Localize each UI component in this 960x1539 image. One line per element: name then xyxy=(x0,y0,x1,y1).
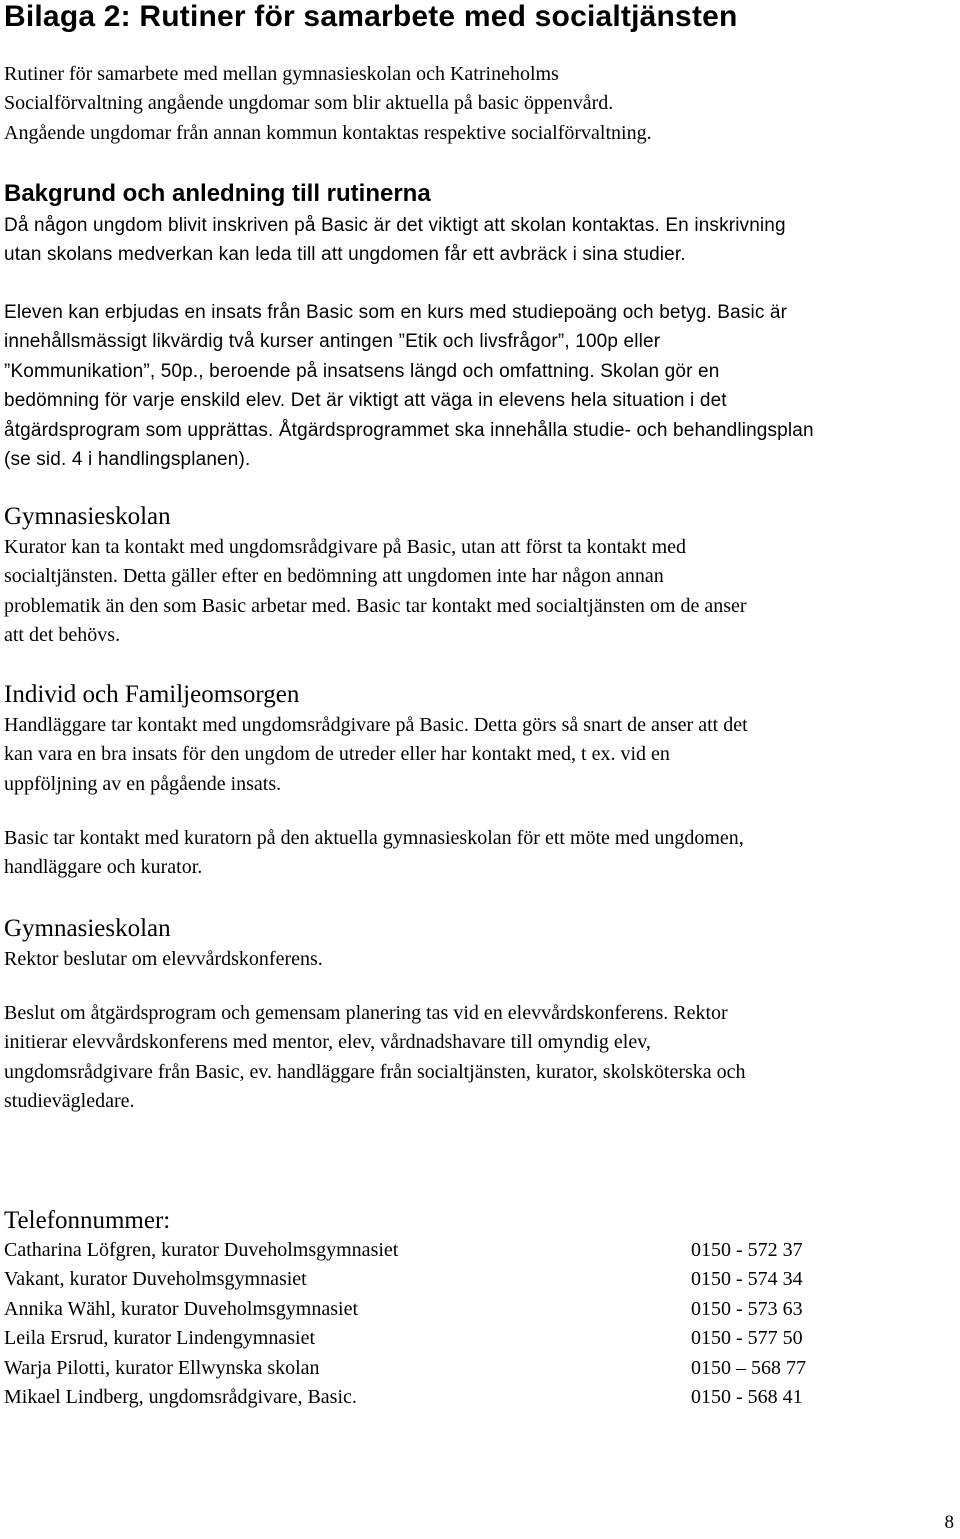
ifo-paragraph xyxy=(4,711,956,799)
contact-name: Warja Pilotti, kurator Ellwynska skolan xyxy=(4,1356,320,1379)
background-line: innehållsmässigt likvärdig två kurser antingen ”Etik och livsfrågor”, 100p eller xyxy=(4,331,661,353)
gymnasieskolan-paragraph-2 xyxy=(4,945,956,974)
gymnasieskolan-heading-2: Gymnasieskolan xyxy=(4,915,171,942)
intro-line: Rutiner för samarbete med mellan gymnasieskolan och Katrineholms xyxy=(4,63,559,85)
gymnasieskolan-line: att det behövs. xyxy=(4,624,121,647)
phone-number: 0150 - 573 63 xyxy=(691,1297,803,1320)
gymnasieskolan-heading: Gymnasieskolan xyxy=(4,503,171,530)
phone-number: 0150 - 572 37 xyxy=(691,1239,803,1261)
background-line: åtgärdsprogram som upprättas. Åtgärdsprogrammet ska innehålla studie- och behandlingsplan xyxy=(4,419,814,441)
background-line: (se sid. 4 i handlingsplanen). xyxy=(4,449,251,471)
phone-row xyxy=(4,1324,904,1353)
contact-name: Vakant, kurator Duveholmsgymnasiet xyxy=(4,1268,307,1291)
background-line: ”Kommunikation”, 50p., beroende på insatsens längd och omfattning. Skolan gör en xyxy=(4,360,720,382)
background-paragraph-2 xyxy=(4,298,956,474)
phone-row xyxy=(4,1383,904,1412)
phone-list xyxy=(4,1236,904,1412)
ifo-line: Handläggare tar kontakt med ungdomsrådgivare på Basic. Detta görs så snart de anser att det xyxy=(4,714,748,736)
phone-row xyxy=(4,1265,904,1294)
gymnasieskolan-line: Beslut om åtgärdsprogram och gemensam planering tas vid en elevvårdskonferens. Rektor xyxy=(4,1002,728,1024)
page-number: 8 xyxy=(944,1512,954,1533)
ifo-line: uppföljning av en pågående insats. xyxy=(4,772,282,795)
phone-row xyxy=(4,1236,904,1265)
gymnasieskolan-paragraph-3 xyxy=(4,999,956,1117)
gymnasieskolan-line: Kurator kan ta kontakt med ungdomsrådgivare på Basic, utan att först ta kontakt med xyxy=(4,536,687,558)
contact-name: Catharina Löfgren, kurator Duveholmsgymnasiet xyxy=(4,1239,399,1261)
phone-row xyxy=(4,1295,904,1324)
intro-line: Socialförvaltning angående ungdomar som blir aktuella på basic öppenvård. xyxy=(4,92,614,115)
phone-number: 0150 - 568 41 xyxy=(691,1385,803,1408)
gymnasieskolan-line: problematik än den som Basic arbetar med. Basic tar kontakt med socialtjänsten om de anser xyxy=(4,594,747,617)
intro-line: Angående ungdomar från annan kommun kontaktas respektive socialförvaltning. xyxy=(4,121,652,144)
background-heading: Bakgrund och anledning till rutinerna xyxy=(4,180,431,207)
ifo-line: handläggare och kurator. xyxy=(4,856,203,879)
intro-paragraph xyxy=(4,60,956,148)
ifo-line: kan vara en bra insats för den ungdom de utreder eller har kontakt med, t ex. vid en xyxy=(4,743,670,766)
ifo-heading: Individ och Familjeomsorgen xyxy=(4,681,300,708)
contact-name: Leila Ersrud, kurator Lindengymnasiet xyxy=(4,1327,316,1350)
gymnasieskolan-line: initierar elevvårdskonferens med mentor, elev, vårdnadshavare till omyndig elev, xyxy=(4,1031,651,1054)
ifo-paragraph-2 xyxy=(4,824,956,883)
page-title: Bilaga 2: Rutiner för samarbete med socialtjänsten xyxy=(4,0,738,33)
background-line: Då någon ungdom blivit inskriven på Basic är det viktigt att skolan kontaktas. En inskrivning xyxy=(4,215,786,236)
contact-name: Annika Wähl, kurator Duveholmsgymnasiet xyxy=(4,1297,359,1320)
gymnasieskolan-line: Rektor beslutar om elevvårdskonferens. xyxy=(4,948,323,970)
phone-number: 0150 - 577 50 xyxy=(691,1327,803,1350)
phone-number: 0150 – 568 77 xyxy=(691,1356,806,1379)
phone-number: 0150 - 574 34 xyxy=(691,1268,803,1291)
phones-heading: Telefonnummer: xyxy=(4,1207,171,1234)
background-line: Eleven kan erbjudas en insats från Basic som en kurs med studiepoäng och betyg. Basic är xyxy=(4,302,788,323)
background-paragraph xyxy=(4,211,956,270)
gymnasieskolan-line: ungdomsrådgivare från Basic, ev. handläggare från socialtjänsten, kurator, skolsköterska och xyxy=(4,1060,746,1083)
gymnasieskolan-line: socialtjänsten. Detta gäller efter en bedömning att ungdomen inte har någon annan xyxy=(4,565,664,588)
ifo-line: Basic tar kontakt med kuratorn på den aktuella gymnasieskolan för ett möte med ungdomen, xyxy=(4,827,744,849)
gymnasieskolan-line: studievägledare. xyxy=(4,1090,135,1113)
contact-name: Mikael Lindberg, ungdomsrådgivare, Basic. xyxy=(4,1385,357,1408)
background-line: bedömning för varje enskild elev. Det är viktigt att väga in elevens hela situation i det xyxy=(4,390,727,412)
phone-row xyxy=(4,1354,904,1383)
background-line: utan skolans medverkan kan leda till att ungdomen får ett avbräck i sina studier. xyxy=(4,244,686,266)
gymnasieskolan-paragraph xyxy=(4,533,956,651)
